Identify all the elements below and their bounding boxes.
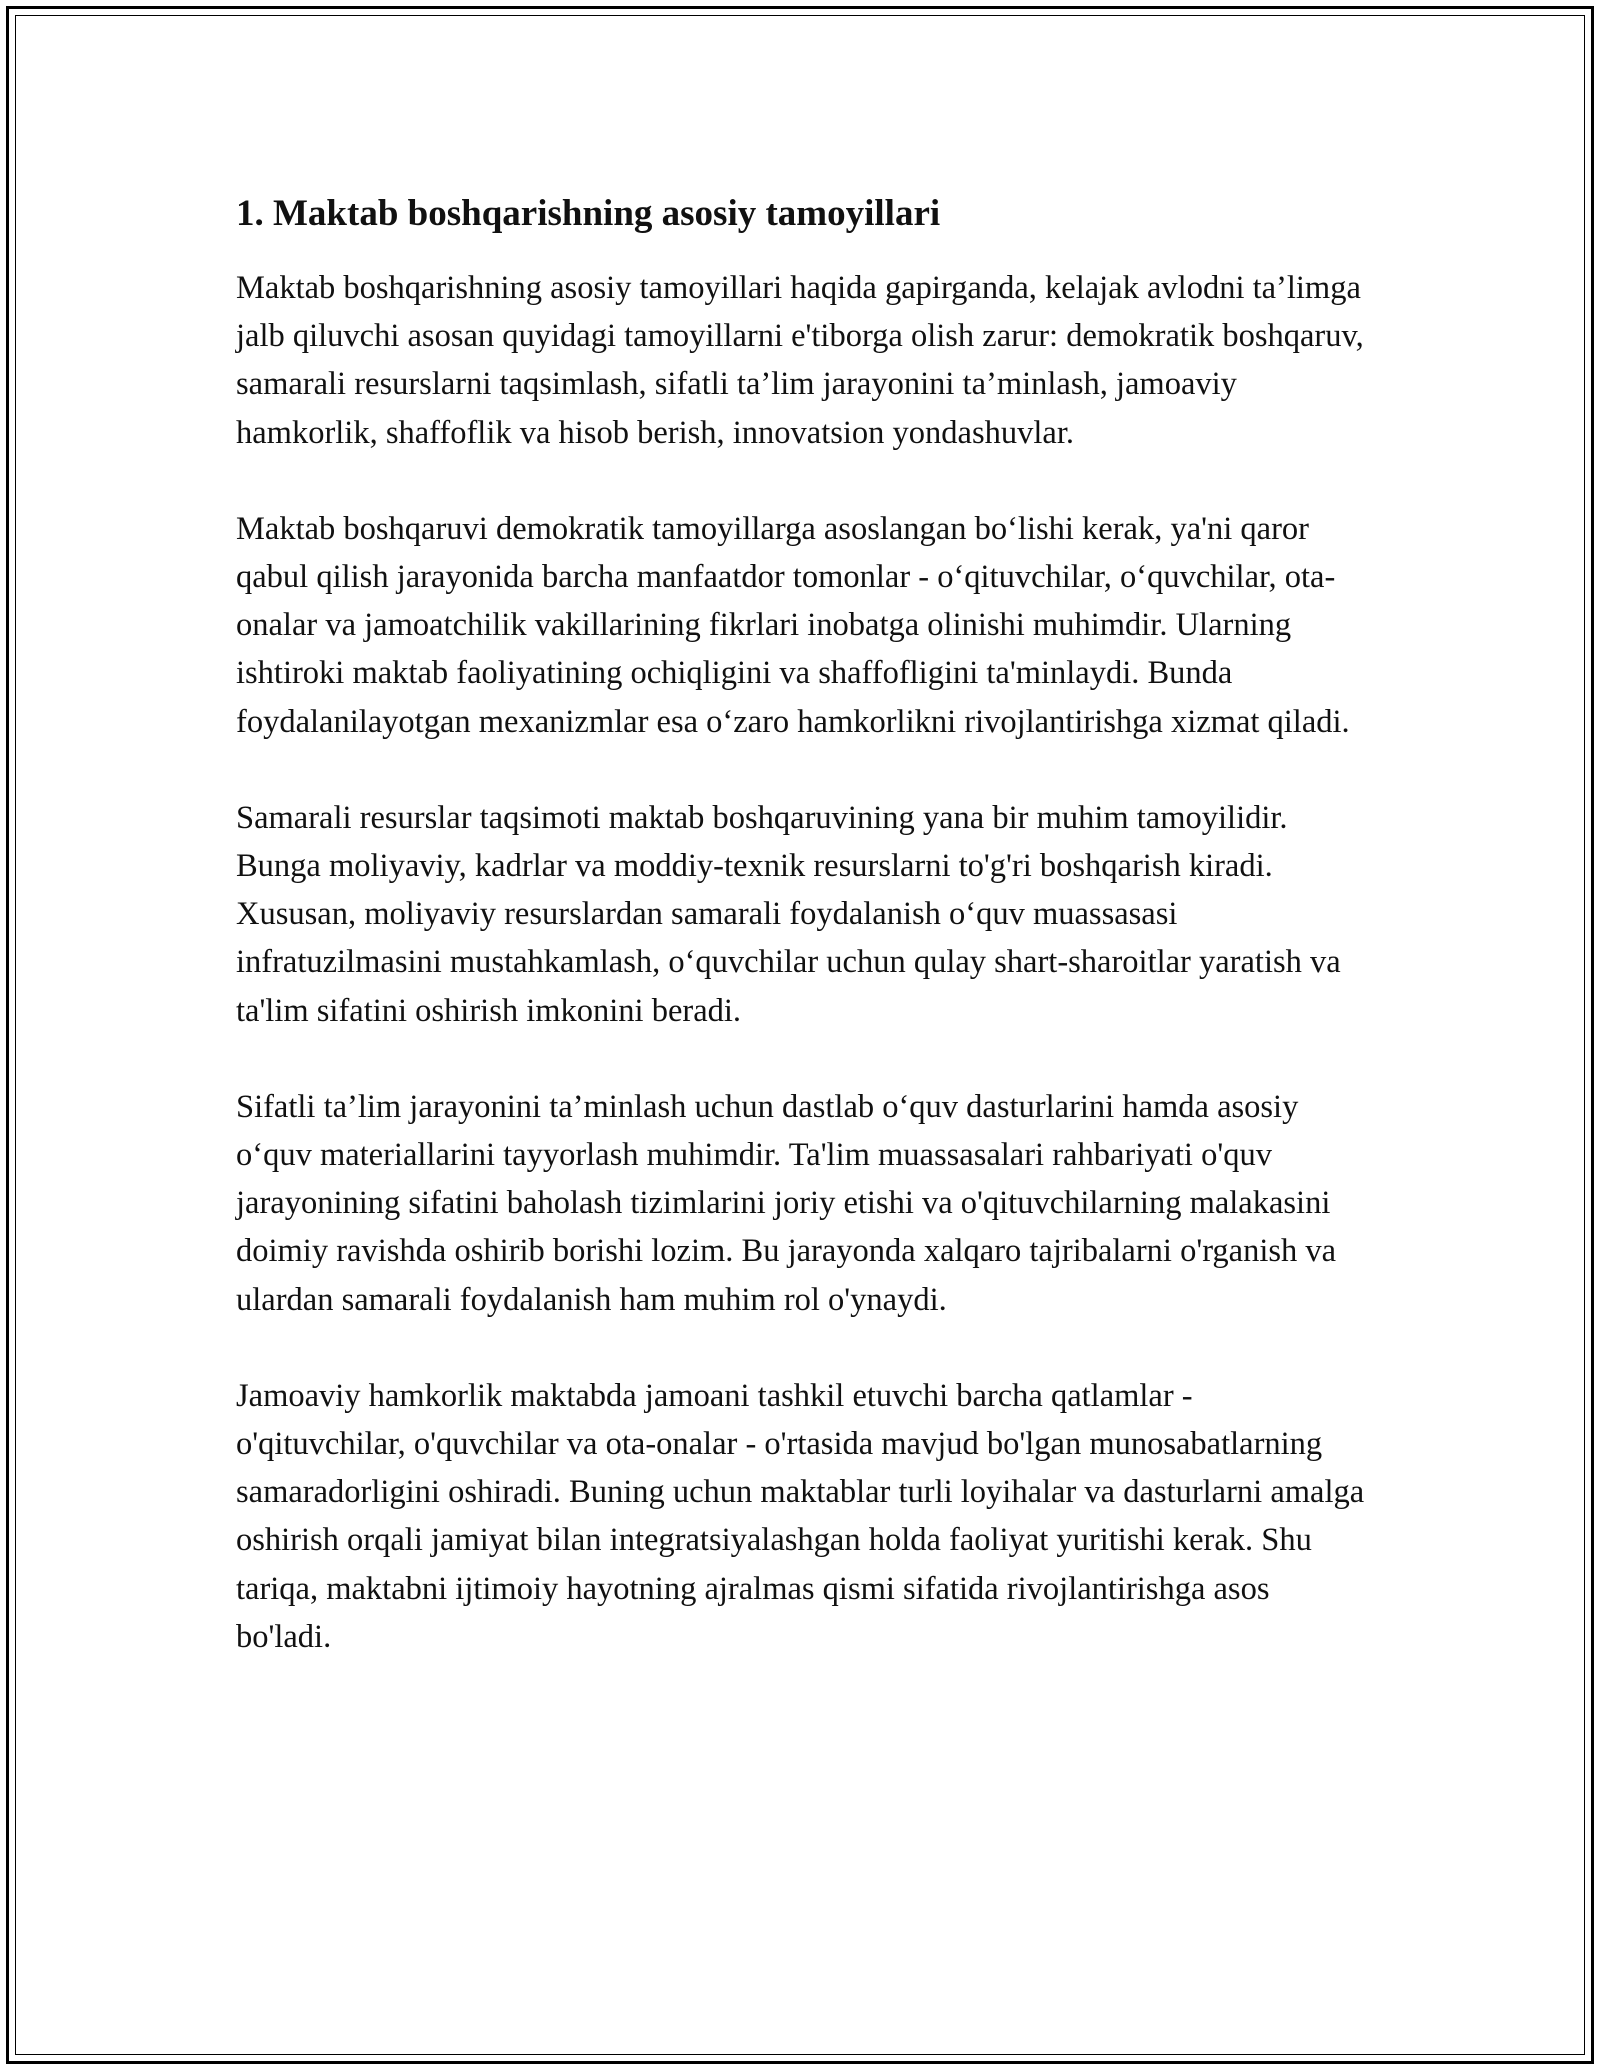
paragraph-collaboration: Jamoaviy hamkorlik maktabda jamoani tashkil etuvchi barcha qatlamlar - o'qituvchilar, o'quvchilar va ota-onalar - o'rtasida mavjud bo'lgan munosabatlarning samaradorligini oshiradi. Buning uchun maktablar turli loyihalar va dasturlarni amalga oshirish orqali jamiyat bilan integratsiyalashgan holda faoliyat yuritishi kerak. Shu tariqa, maktabni ijtimoiy hayotning ajralmas qismi sifatida rivojlantirishga asos bo'ladi. — [236, 1377, 1365, 1655]
section-heading: 1. Maktab boshqarishning asosiy tamoyillari — [236, 193, 941, 234]
paragraph-intro: Maktab boshqarishning asosiy tamoyillari haqida gapirganda, kelajak avlodni ta’limga jalb qiluvchi asosan quyidagi tamoyillarni e'tiborga olish zarur: demokratik boshqaruv, samarali resurslarni taqsimlash, sifatli ta’lim jarayonini ta’minlash, jamoaviy hamkorlik, shaffoflik va hisob berish, innovatsion yondashuvlar. — [236, 270, 1364, 451]
paragraph-quality-education: Sifatli ta’lim jarayonini ta’minlash uchun dastlab oʻquv dasturlarini hamda asosiy oʻquv materiallarini tayyorlash muhimdir. Ta'lim muassasalari rahbariyati o'quv jarayonining sifatini baholash tizimlarini joriy etishi va o'qituvchilarning malakasini doimiy ravishda oshirib borishi lozim. Bu jarayonda xalqaro tajribalarni o'rganish va ulardan samarali foydalanish ham muhim rol o'ynaydi. — [236, 1088, 1337, 1318]
paragraph-resource-allocation: Samarali resurslar taqsimoti maktab boshqaruvining yana bir muhim tamoyilidir. Bunga moliyaviy, kadrlar va moddiy-texnik resurslarni to'g'ri boshqarish kiradi. Xususan, moliyaviy resurslardan samarali foydalanish oʻquv muassasasi infratuzilmasini mustahkamlash, oʻquvchilar uchun qulay shart-sharoitlar yaratish va ta'lim sifatini oshirish imkonini beradi. — [236, 799, 1341, 1029]
document-body — [236, 186, 1366, 1661]
paragraph-democratic-governance: Maktab boshqaruvi demokratik tamoyillarga asoslangan boʻlishi kerak, ya'ni qaror qabul qilish jarayonida barcha manfaatdor tomonlar - oʻqituvchilar, oʻquvchilar, ota-onalar va jamoatchilik vakillarining fikrlari inobatga olinishi muhimdir. Ularning ishtiroki maktab faoliyatining ochiqligini va shaffofligini ta'minlaydi. Bunda foydalanilayotgan mexanizmlar esa oʻzaro hamkorlikni rivojlantirishga xizmat qiladi. — [236, 510, 1350, 740]
